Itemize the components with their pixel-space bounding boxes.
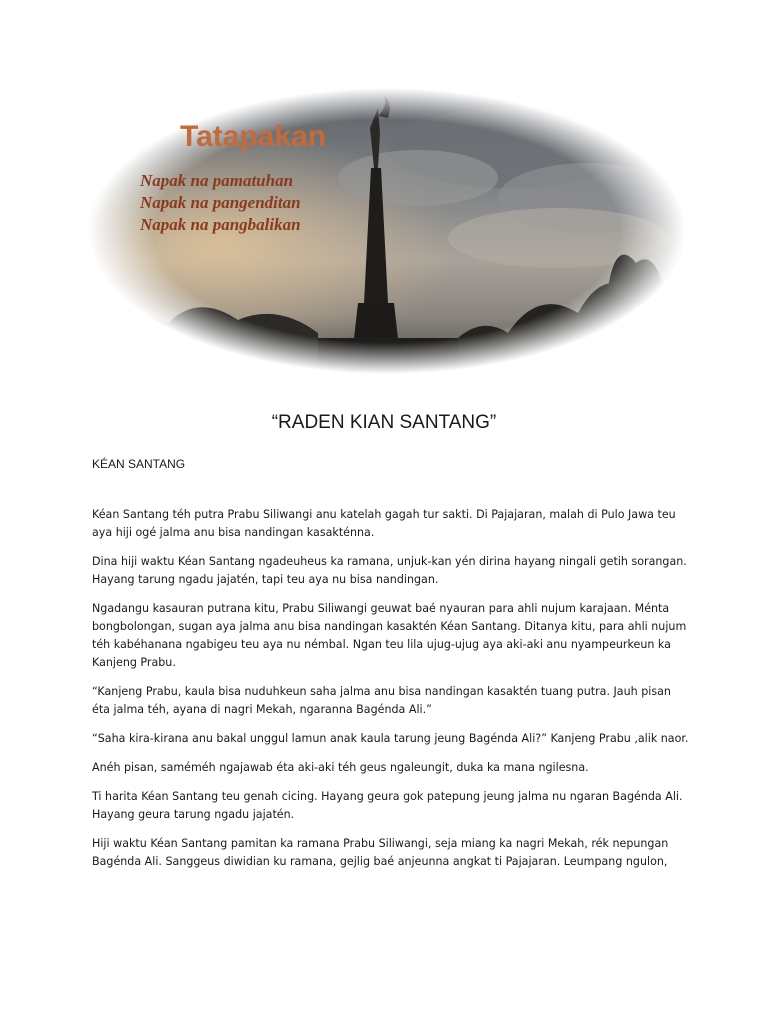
banner-tagline-3: Napak na pangbalikan [140,215,301,234]
section-heading: KÉAN SANTANG [92,457,186,471]
paragraph: Dina hiji waktu Kéan Santang ngadeuheus ka ramana, unjuk-kan yén dirina hayang ningali getih sorangan. Hayang tarung ngadu jajatén, tapi teu aya nu bisa nandingan. [92,555,687,586]
paragraph: “Kanjeng Prabu, kaula bisa nuduhkeun saha jalma anu bisa nandingan kasaktén tuang putra. Jauh pisan éta jalma téh, ayana di nagri Mekah, ngaranna Bagénda Ali.” [92,685,671,716]
document-title: “RADEN KIAN SANTANG” [271,412,497,433]
paragraph: Anéh pisan, saméméh ngajawab éta aki-aki téh geus ngaleungit, duka ka mana ngilesna. [92,761,589,774]
paragraph: Ngadangu kasauran putrana kitu, Prabu Siliwangi geuwat baé nyauran para ahli nujum karajaan. Ménta bongbolongan, sugan aya jalma anu bisa nandingan kasaktén Kéan Santang. Ditanya kitu, para ahli nujum téh kabéhanana ngabigeu teu aya nu némbal. Ngan teu lila ujug-ujug aya aki-aki anu nyampeurkeun ka Kanjeng Prabu. [92,602,687,669]
paragraph: “Saha kira-kirana anu bakal unggul lamun anak kaula tarung jeung Bagénda Ali?” Kanjeng Prabu ,alik naor. [92,732,689,745]
paragraph: Kéan Santang téh putra Prabu Siliwangi anu katelah gagah tur sakti. Di Pajajaran, malah di Pulo Jawa teu aya hiji ogé jalma anu bisa nandingan kasakténna. [92,508,676,539]
banner-tagline-2: Napak na pangenditan [140,193,301,212]
document-body [92,506,692,882]
header-banner-image [88,88,686,374]
paragraph: Ti harita Kéan Santang teu genah cicing. Hayang geura gok patepung jeung jalma nu ngaran Bagénda Ali. Hayang geura tarung ngadu jajatén. [92,790,683,821]
banner-title: Tatapakan [180,120,327,153]
banner-tagline-1: Napak na pamatuhan [140,171,294,190]
paragraph: Hiji waktu Kéan Santang pamitan ka ramana Prabu Siliwangi, seja miang ka nagri Mekah, rék nepungan Bagénda Ali. Sanggeus diwidian ku ramana, gejlig baé anjeunna angkat ti Pajajaran. Leumpang ngulon, [92,837,669,868]
